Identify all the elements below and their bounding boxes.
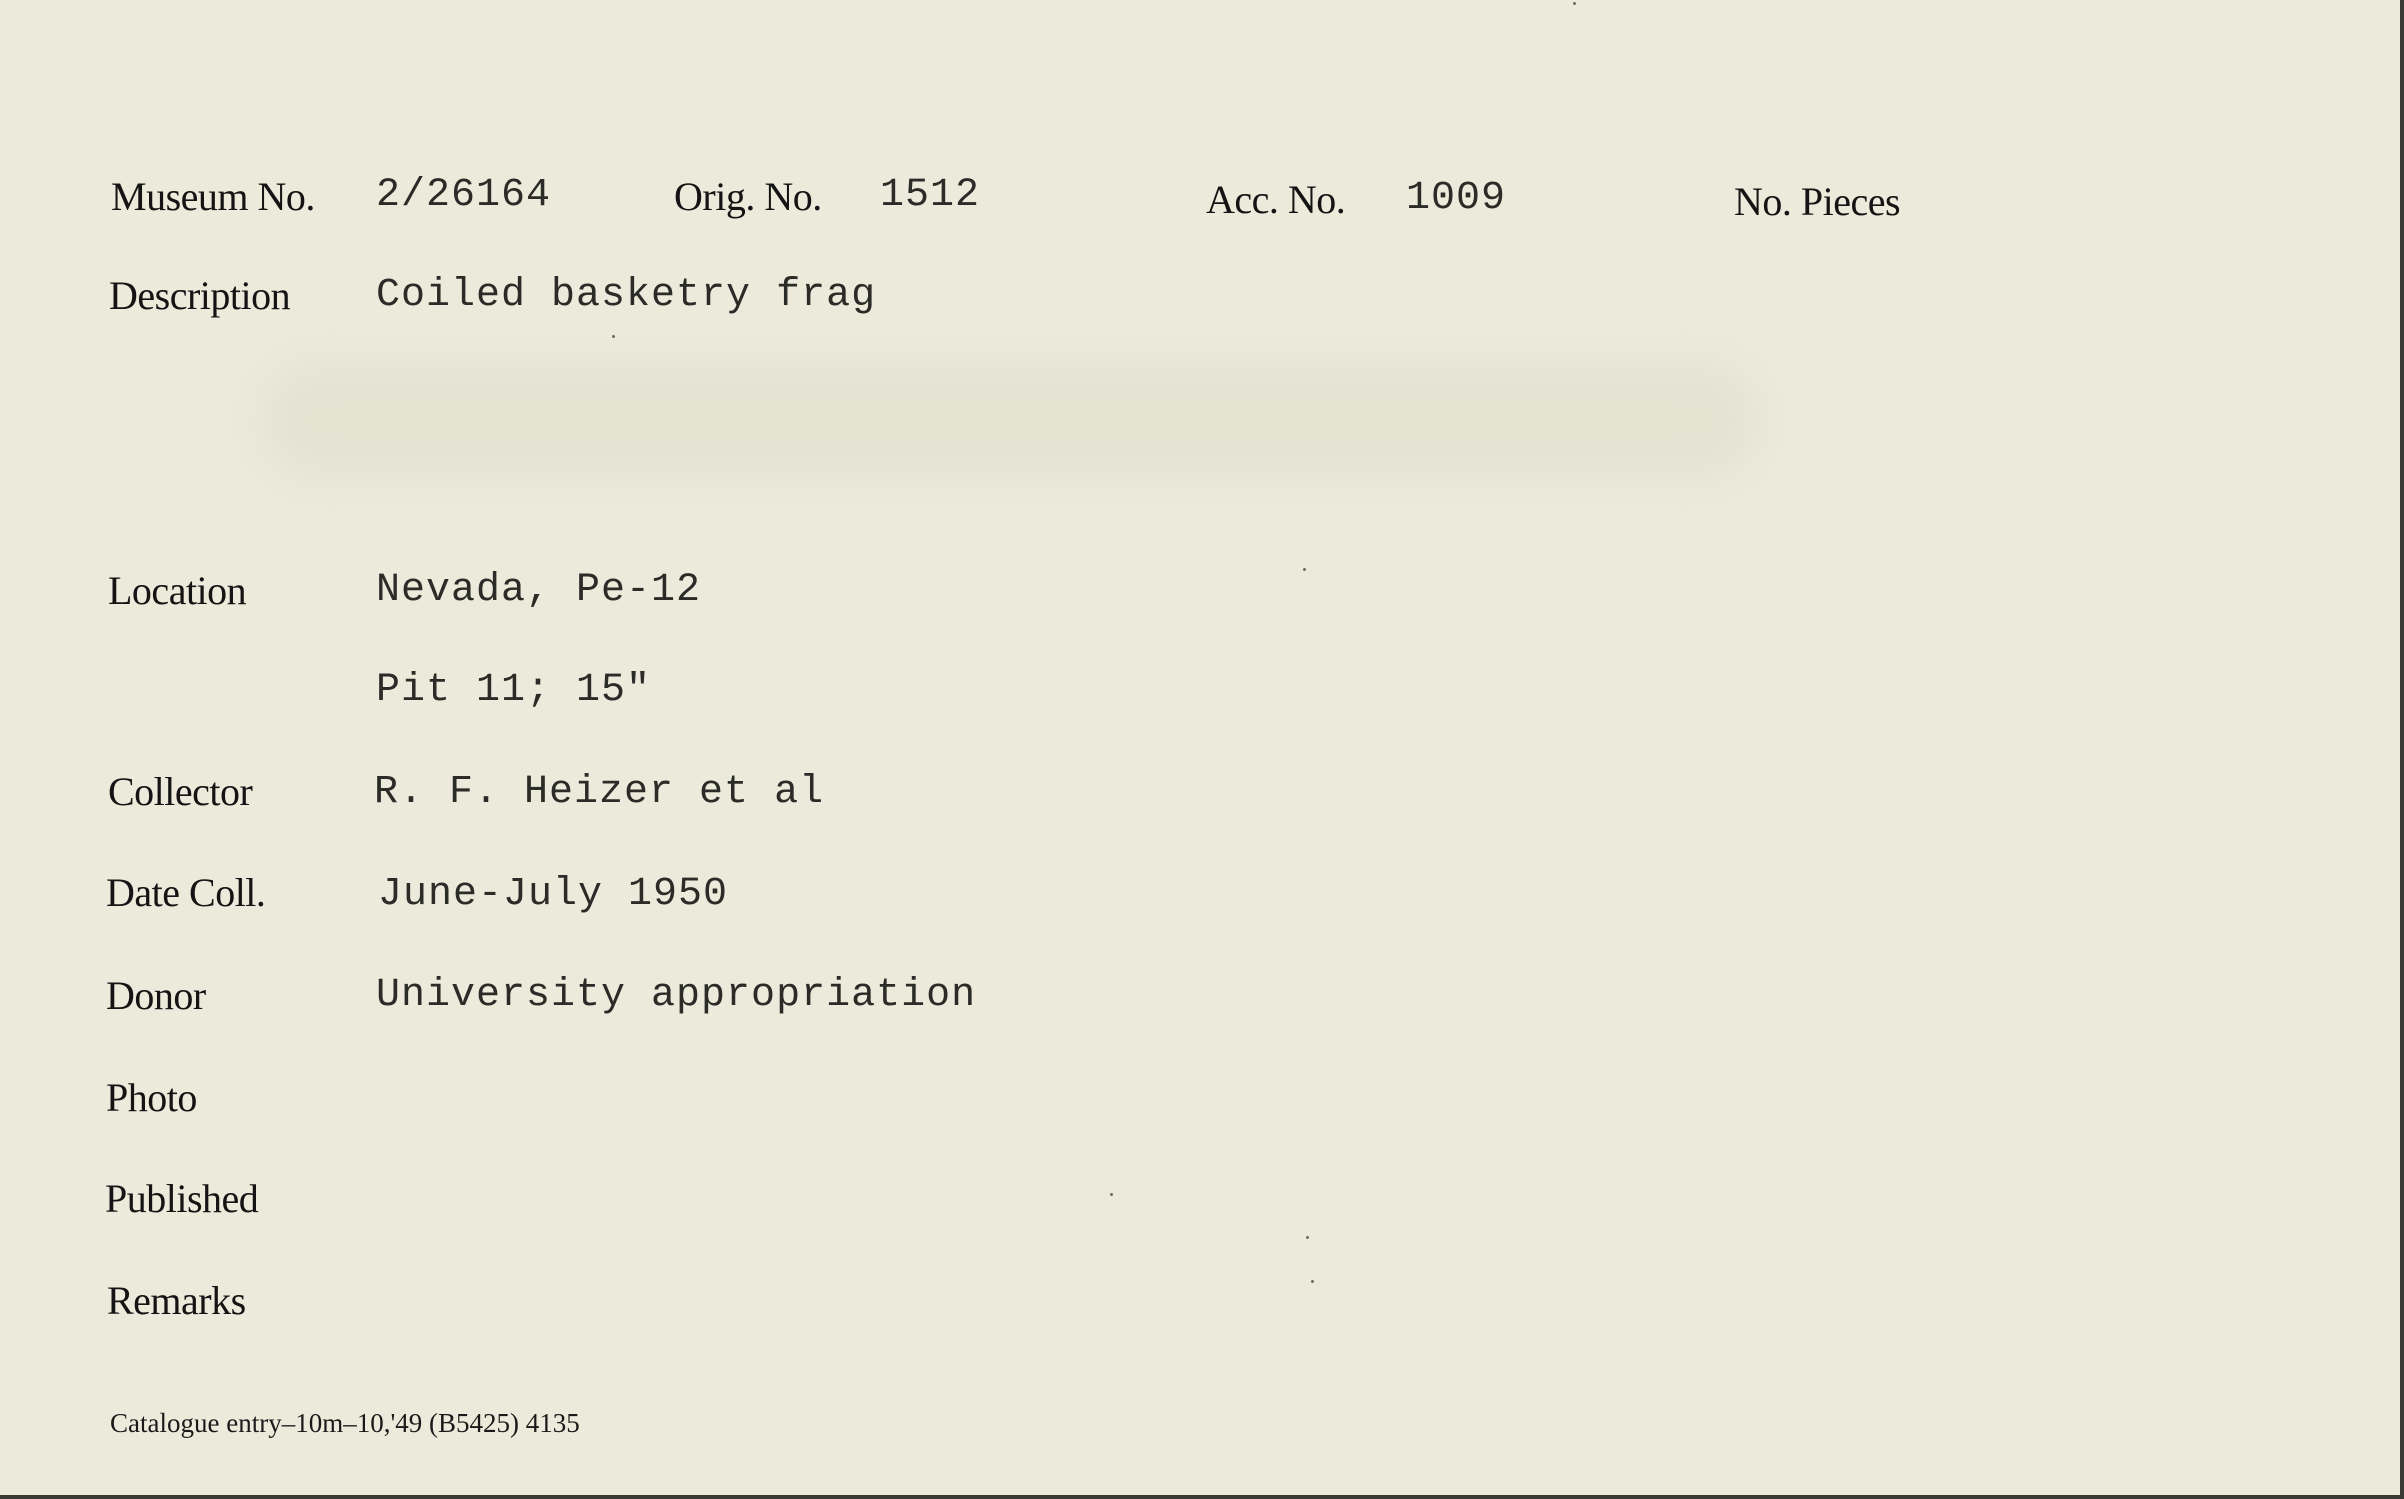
orig-no-value: 1512 — [880, 173, 981, 218]
remarks-label: Remarks — [107, 1278, 246, 1323]
collector-label: Collector — [108, 769, 253, 814]
location-line-2: Pit 11; 15" — [376, 668, 652, 713]
acc-no-value: 1009 — [1406, 176, 1507, 221]
paper-speck — [1110, 1193, 1113, 1196]
location-label: Location — [108, 568, 247, 613]
published-label: Published — [105, 1176, 259, 1221]
date-coll-label: Date Coll. — [106, 870, 266, 915]
paper-speck — [1311, 1280, 1314, 1283]
no-pieces-label: No. Pieces — [1734, 179, 1901, 224]
donor-value: University appropriation — [376, 973, 977, 1018]
museum-no-value: 2/26164 — [376, 173, 552, 218]
orig-no-label: Orig. No. — [674, 174, 822, 219]
description-label: Description — [109, 273, 291, 318]
paper-speck — [1306, 1236, 1309, 1239]
paper-speck — [1303, 568, 1306, 571]
acc-no-label: Acc. No. — [1206, 177, 1346, 222]
collector-value: R. F. Heizer et al — [374, 770, 825, 815]
date-coll-value: June-July 1950 — [378, 872, 729, 917]
location-line-1: Nevada, Pe-12 — [376, 568, 702, 613]
photo-label: Photo — [106, 1075, 197, 1120]
paper-stain — [260, 360, 1760, 480]
donor-label: Donor — [106, 973, 206, 1018]
catalogue-entry-footer: Catalogue entry–10m–10,'49 (B5425) 4135 — [110, 1408, 580, 1438]
museum-no-label: Museum No. — [111, 174, 315, 219]
paper-speck — [1573, 2, 1576, 5]
description-value: Coiled basketry frag — [376, 273, 877, 318]
paper-speck — [612, 335, 615, 338]
